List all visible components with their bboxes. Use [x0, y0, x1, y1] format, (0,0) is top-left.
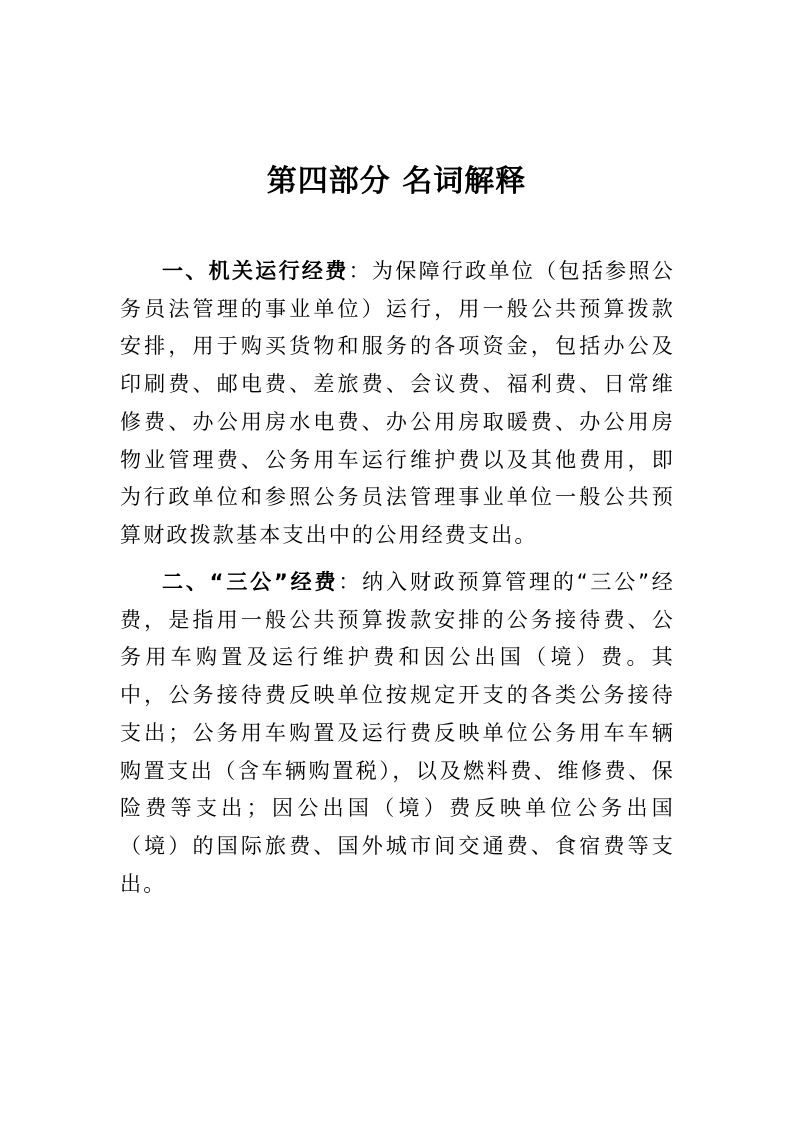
definition-text-1: 为保障行政单位（包括参照公务员法管理的事业单位）运行，用一般公共预算拨款安排，用于购买货物和服务的各项资金，包括办公及印刷费、邮电费、差旅费、会议费、福利费、日常维修费、办公用房水电费、办公用房取暖费、办公用房物业管理费、公务用车运行维护费以及其他费用，即为行政单位和参照公务员法管理事业单位一般公共预算财政拨款基本支出中的公用经费支出。 [120, 259, 675, 547]
definition-paragraph-1 [120, 253, 675, 555]
definition-paragraph-2 [120, 564, 675, 903]
term-separator-1: ： [348, 259, 372, 283]
definition-text-2: 纳入财政预算管理的“三公”经费，是指用一般公共预算拨款安排的公务接待费、公务用车购置及运行维护费和因公出国（境）费。其中，公务接待费反映单位按规定开支的各类公务接待支出；公务用车购置及运行费反映单位公务用车车辆购置支出（含车辆购置税），以及燃料费、维修费、保险费等支出；因公出国（境）费反映单位公务出国（境）的国际旅费、国外城市间交通费、食宿费等支出。 [120, 570, 676, 896]
term-heading-1: 一、机关运行经费 [162, 259, 349, 283]
term-separator-2: ： [338, 570, 363, 594]
term-heading-2: 二、“三公”经费 [162, 570, 339, 594]
page-title: 第四部分 名词解释 [266, 164, 527, 199]
